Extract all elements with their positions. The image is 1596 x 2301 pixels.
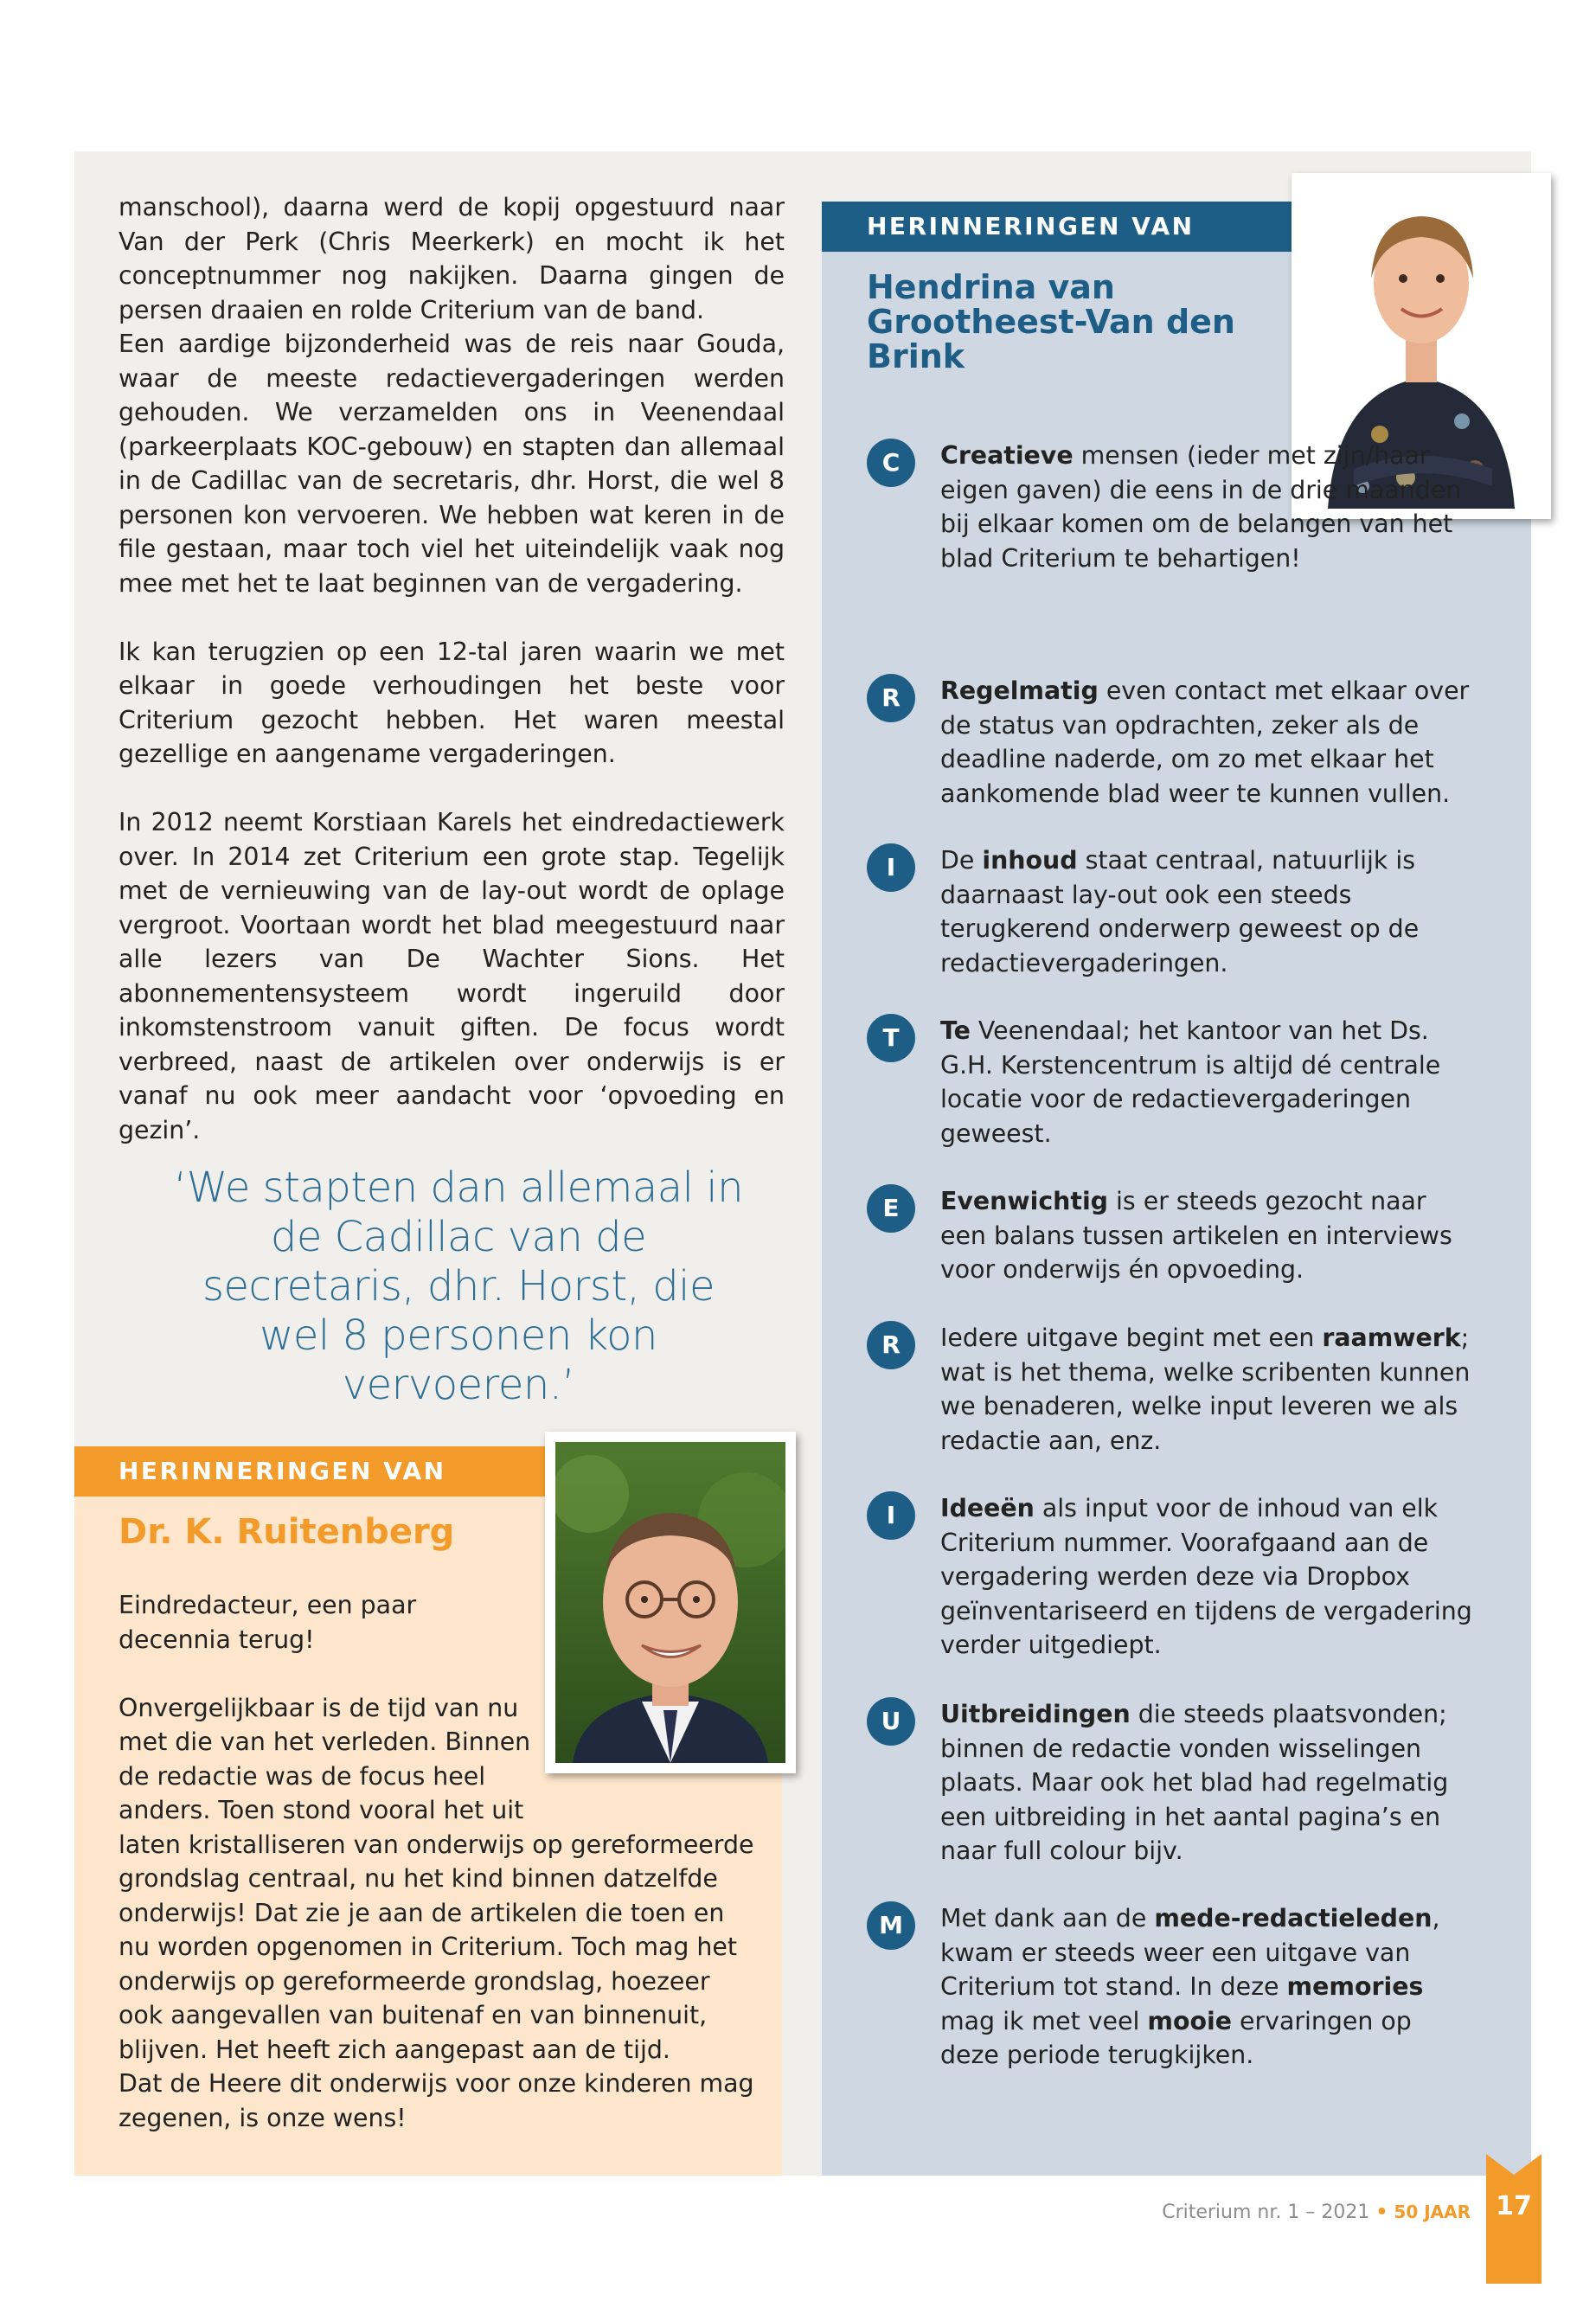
ruitenberg-band-label: HERINNERINGEN VAN <box>119 1457 446 1485</box>
acrostic-letter-badge: U <box>867 1697 915 1746</box>
acrostic-letter-badge: C <box>867 439 915 487</box>
acrostic-letter-badge: T <box>867 1014 915 1062</box>
acrostic-letter-badge: I <box>867 843 915 892</box>
ruitenberg-body-rest: laten kristalliseren van onderwijs op gereformeerde grondslag centraal, nu het kind binnen datzelfde onderwijs! Dat zie je aan de artikelen die toen en nu worden opgenomen in Criterium. Toch mag het onderwijs op gereformeerde grondslag, hoezeer ook aangevallen van buitenaf en van binnenuit, blijven. Het heeft zich aangepast aan de tijd. <box>119 1830 754 2064</box>
acrostic-text: De inhoud staat centraal, natuurlijk is daarnaast lay-out ook een steeds terugkerend onderwerp geweest op de redactievergaderingen. <box>940 846 1420 977</box>
acrostic-letter-badge: M <box>867 1901 915 1950</box>
ruitenberg-intro: Eindredacteur, een paar decennia terug! <box>119 1591 417 1654</box>
paragraph-gouda: Een aardige bijzonderheid was de reis naar Gouda, waar de meeste redactievergaderingen werden gehouden. We verzamelden ons in Veenendaal (parkeerplaats KOC-gebouw) en stapten dan allemaal in de Cadillac van de secretaris, dhr. Horst, die wel 8 personen kon vervoeren. We hebben wat keren in de file gestaan, maar toch viel het uiteindelijk vaak nog mee met het te laat beginnen van de vergadering. <box>119 330 785 598</box>
footer-magazine: Criterium nr. 1 – 2021 <box>1162 2202 1370 2223</box>
article-left-column <box>119 190 785 1182</box>
paragraph-kopij: manschool), daarna werd de kopij opgestuurd naar Van der Perk (Chris Meerkerk) en mocht ik het conceptnummer nog nakijken. Daarna gingen de persen draaien en rolde Criterium van de band. <box>119 193 785 324</box>
ruitenberg-name: Dr. K. Ruitenberg <box>119 1512 455 1552</box>
hendrina-header-band <box>822 202 1293 252</box>
acrostic-text: Regelmatig even contact met elkaar over de status van opdrachten, zeker als de deadline naderde, om zo met elkaar het aankomende blad weer te kunnen vullen. <box>940 676 1470 808</box>
footer-separator: • <box>1375 2202 1388 2223</box>
acrostic-text: Uitbreidingen die steeds plaatsvonden; binnen de redactie vonden wisselingen plaats. Maar ook het blad had regelmatig een uitbreiding in het aantal pagina’s en naar full colour bijv. <box>940 1700 1449 1865</box>
acrostic-text: Iedere uitgave begint met een raamwerk; wat is het thema, welke scribenten kunnen we benaderen, welke input leveren we als redactie aan, enz. <box>940 1324 1471 1455</box>
acrostic-text: Creatieve mensen (ieder met zijn/haar eigen gaven) die eens in de drie maanden bij elkaar komen om de belangen van het blad Criterium te behartigen! <box>940 441 1462 573</box>
acrostic-letter-badge: I <box>867 1491 915 1540</box>
pull-quote: ‘We stapten dan allemaal in de Cadillac van de secretaris, dhr. Horst, die wel 8 personen kon vervoeren.’ <box>173 1163 744 1409</box>
acrostic-text: Met dank aan de mede-redactieleden, kwam er steeds weer een uitgave van Criterium tot stand. In deze memories mag ik met veel mooie ervaringen op deze periode terugkijken. <box>940 1904 1440 2069</box>
hendrina-name: Hendrina van Grootheest-Van den Brink <box>867 268 1235 375</box>
paragraph-terugzien: Ik kan terugzien op een 12-tal jaren waarin we met elkaar in goede verhoudingen het beste voor Criterium gezocht hebben. Het waren meestal gezellige en aangename vergaderingen. <box>119 637 785 768</box>
acrostic-letter-badge: R <box>867 1321 915 1369</box>
ruitenberg-closing: Dat de Heere dit onderwijs voor onze kinderen mag zegenen, is onze wens! <box>119 2069 754 2132</box>
ruitenberg-body <box>119 1588 759 2135</box>
acrostic-text: Ideeën als input voor de inhoud van elk Criterium nummer. Voorafgaand aan de vergadering werden deze via Dropbox geïnventariseerd en tijdens de vergadering verder uitgediept. <box>940 1494 1472 1659</box>
ruitenberg-body-short: Onvergelijkbaar is de tijd van nu met die van het verleden. Binnen de redactie was de focus heel anders. Toen stond vooral het uit <box>119 1693 531 1824</box>
footer-credit <box>1125 2202 1471 2223</box>
hendrina-band-label: HERINNERINGEN VAN <box>867 212 1195 240</box>
footer-anniversary: 50 JAAR <box>1394 2202 1471 2222</box>
acrostic-text: Te Veenendaal; het kantoor van het Ds. G.H. Kerstencentrum is altijd dé centrale locatie voor de redactievergaderingen geweest. <box>940 1016 1441 1148</box>
acrostic-letter-badge: R <box>867 674 915 722</box>
paragraph-2012: In 2012 neemt Korstiaan Karels het eindredactiewerk over. In 2014 zet Criterium een grote stap. Tegelijk met de vernieuwing van de lay-out wordt de oplage vergroot. Voortaan wordt het blad meegestuurd naar alle lezers van De Wachter Sions. Het abonnementensysteem wordt ingeruild door inkomstenstroom vanuit giften. De focus wordt verbreed, naast de artikelen over onderwijs is er vanaf nu ook meer aandacht voor ‘opvoeding en gezin’. <box>119 808 785 1144</box>
acrostic-letter-badge: E <box>867 1184 915 1233</box>
ruitenberg-header-band <box>74 1446 548 1497</box>
acrostic-text: Evenwichtig is er steeds gezocht naar een balans tussen artikelen en interviews voor onderwijs én opvoeding. <box>940 1187 1452 1284</box>
page-number: 17 <box>1496 2191 1532 2221</box>
